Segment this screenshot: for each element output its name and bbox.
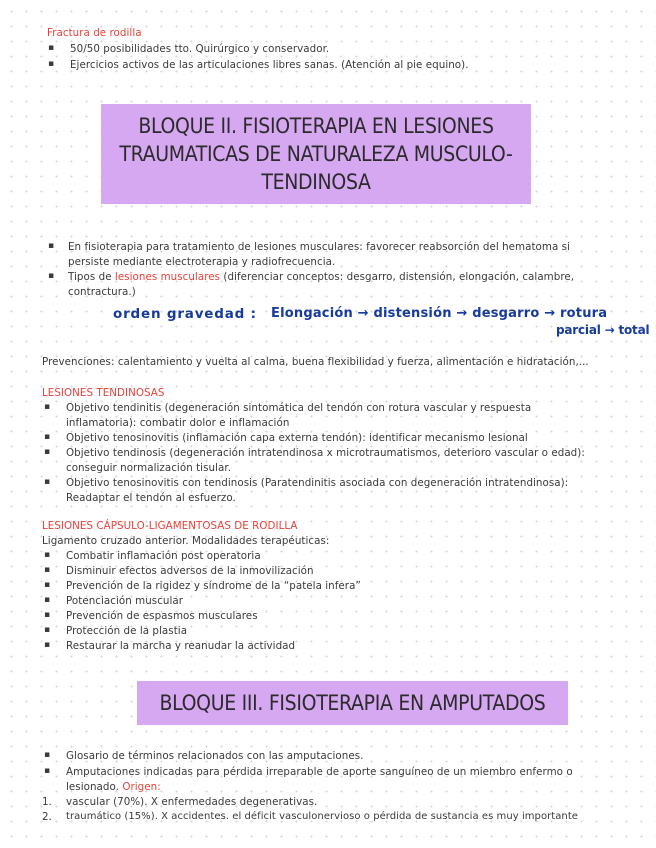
muscular-bullet-2-line-1 (68, 270, 574, 285)
bullet-marker: ▪ (48, 241, 55, 251)
bullet-marker: ▪ (44, 580, 51, 590)
muscular-bullet-1-line-1: En fisioterapia para tratamiento de lesiones musculares: favorecer reabsorción del hematoma si (68, 241, 570, 253)
bloque-3-banner (137, 681, 568, 725)
banner-title: BLOQUE III. FISIOTERAPIA EN AMPUTADOS (159, 691, 546, 715)
bullet-marker: ▪ (48, 59, 55, 69)
lesiones-musculares-highlight: lesiones musculares (114, 271, 221, 283)
bullet-marker: ▪ (44, 610, 51, 620)
banner-line-2: TRAUMATICAS DE NATURALEZA MUSCULO- (119, 142, 513, 166)
section-heading-capsulo: LESIONES CÁPSULO-LIGAMENTOSAS DE RODILLA (42, 520, 298, 532)
list-number: 2. (42, 811, 52, 823)
tendinosas-line-2: inflamatoria): combatir dolor e inflamación (66, 417, 290, 429)
bullet-marker: ▪ (44, 565, 51, 575)
bullet-marker: ▪ (44, 477, 51, 487)
capsulo-item: Combatir inflamación post operatoria (66, 550, 261, 562)
bullet-marker: ▪ (44, 595, 51, 605)
bullet-marker: ▪ (44, 766, 51, 776)
bullet-marker: ▪ (44, 432, 51, 442)
section-heading-fractura: Fractura de rodilla (47, 27, 142, 39)
bullet-marker: ▪ (48, 271, 55, 281)
tendinosas-line-7: Readaptar el tendón al esfuerzo. (66, 492, 236, 504)
capsulo-item: Potenciación muscular (66, 595, 184, 607)
prevenciones-line: Prevenciones: calentamiento y vuelta al calma, buena flexibilidad y fuerza, alimentación e hidratación,... (42, 356, 589, 368)
bullet-marker: ▪ (44, 625, 51, 635)
bullet-marker: ▪ (44, 402, 51, 412)
origen-label: Origen: (122, 781, 161, 793)
tendinosas-line-4: Objetivo tendinosis (degeneración intratendinosa x microtraumatismos, deterioro vascular o edad): (66, 447, 585, 459)
tendinosas-line-1: Objetivo tendinitis (degeneración sintomática del tendón con rotura vascular y respuesta (66, 402, 532, 414)
muscular-bullet-2-pre: Tipos de (68, 271, 115, 283)
amputados-bullet-2-text: lesionado. (66, 781, 123, 793)
capsulo-item: Disminuir efectos adversos de la inmovilización (66, 565, 314, 577)
muscular-bullet-2-line-2: contractura.) (68, 286, 136, 298)
capsulo-item: Protección de la plastia (66, 625, 188, 637)
amputados-numbered-1: vascular (70%). X enfermedades degenerativas. (66, 796, 318, 808)
capsulo-item: Prevención de la rigidez y síndrome de la “patela infera” (66, 580, 361, 592)
amputados-bullet-2-line-1: Amputaciones indicadas para pérdida irreparable de aporte sanguíneo de un miembro enfermo o (66, 766, 573, 778)
section-heading-tendinosas: LESIONES TENDINOSAS (42, 387, 165, 399)
list-number: 1. (42, 796, 52, 808)
amputados-bullet-2-line-2 (66, 780, 161, 795)
bullet-marker: ▪ (48, 43, 55, 53)
handwritten-note-label: orden gravedad : (113, 306, 257, 322)
muscular-bullet-2-post: (diferenciar conceptos: desgarro, distensión, elongación, calambre, (220, 271, 575, 283)
bullet-marker: ▪ (44, 447, 51, 457)
tendinosas-line-6: Objetivo tenosinovitis con tendinosis (Paratendinitis asociada con degeneración intratendinosa): (66, 477, 569, 489)
bloque-2-banner (101, 104, 531, 204)
bullet-marker: ▪ (44, 750, 51, 760)
handwritten-note-sequence: Elongación → distensión → desgarro → rotura (271, 306, 608, 321)
capsulo-subheading: Ligamento cruzado anterior. Modalidades terapéuticas: (42, 535, 330, 547)
banner-line-3: TENDINOSA (261, 170, 371, 194)
tendinosas-line-5: conseguir normalización tisular. (66, 462, 232, 474)
handwritten-note-line-2: parcial → total (556, 323, 650, 337)
intro-bullet-1: 50/50 posibilidades tto. Quirúrgico y conservador. (70, 43, 330, 55)
bullet-marker: ▪ (44, 640, 51, 650)
intro-bullet-2: Ejercicios activos de las articulaciones libres sanas. (Atención al pie equino). (70, 59, 469, 71)
amputados-bullet-1: Glosario de términos relacionados con las amputaciones. (66, 750, 364, 762)
bullet-marker: ▪ (44, 550, 51, 560)
capsulo-item: Restaurar la marcha y reanudar la actividad (66, 640, 296, 652)
banner-line-1: BLOQUE II. FISIOTERAPIA EN LESIONES (138, 114, 494, 138)
capsulo-item: Prevención de espasmos musculares (66, 610, 258, 622)
muscular-bullet-1-line-2: persiste mediante electroterapia y radiofrecuencia. (68, 256, 336, 268)
amputados-numbered-2: traumático (15%). X accidentes. el déficit vasculonervioso o pérdida de sustancia es muy importante (66, 811, 578, 822)
tendinosas-line-3: Objetivo tenosinovitis (inflamación capa externa tendón): identificar mecanismo lesional (66, 432, 528, 444)
